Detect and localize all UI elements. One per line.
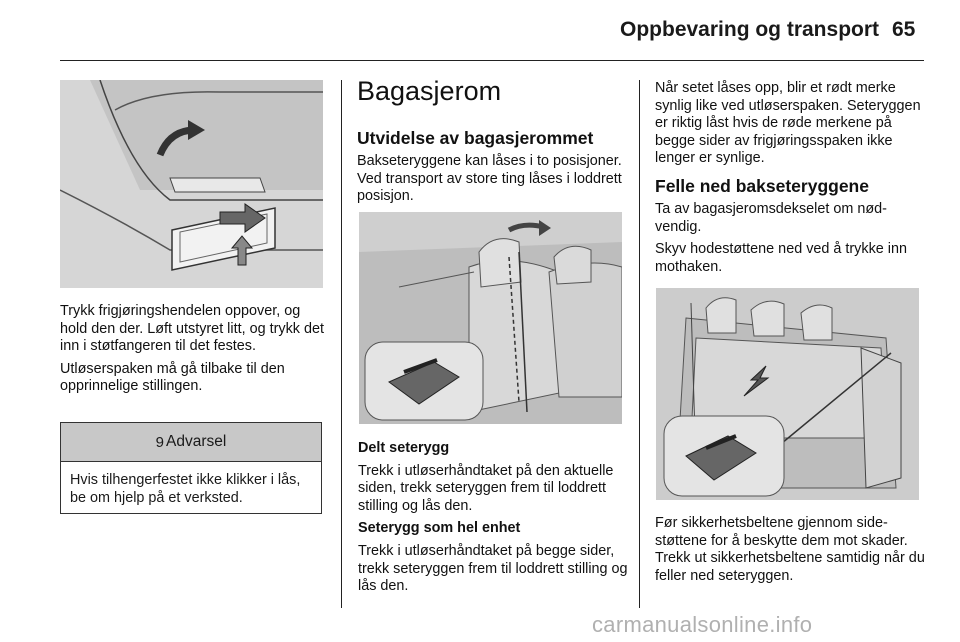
header-divider	[60, 60, 924, 61]
subsection-heading: Utvidelse av bagasjerommet	[357, 128, 594, 148]
col2-paragraph-split: Trekk i utløserhåndtaket på den aktuelle siden, trekk seteryggen frem til loddrett stilling og lås den.	[358, 462, 614, 514]
subheading-whole-backrest: Seterygg som hel enhet	[358, 520, 521, 537]
subheading-split-backrest: Delt seterygg	[358, 440, 450, 456]
warning-icon: 9	[155, 433, 165, 451]
col1-text	[60, 303, 325, 401]
column-divider-right	[639, 80, 640, 608]
page-number: 65	[892, 18, 916, 41]
warning-header	[61, 423, 321, 462]
section-heading: Bagasjerom	[357, 76, 502, 106]
col3-paragraph-3: Skyv hodestøttene ned ved å trykke inn mothaken.	[655, 241, 907, 275]
col2-intro-block	[357, 128, 625, 211]
col3-top	[655, 80, 927, 281]
col3-paragraph-4: Før sikkerhetsbeltene gjennom sidestøttene for å beskytte dem mot skader. Trekk ut sikkerhetsbeltene samtidig når du feller ned seteryggen.	[655, 515, 925, 584]
col2-paragraph-whole: Trekk i utløserhåndtaket på begge sider, trekk seteryggen frem til loddrett stilling og lås den.	[358, 542, 628, 595]
warning-text: Hvis tilhengerfestet ikke klikker i lås, be om hjelp på et verksted.	[70, 472, 301, 506]
illustration-trailer-hitch	[60, 80, 323, 288]
page-header-title: Oppbevaring og transport	[620, 18, 880, 41]
watermark: carmanualsonline.info	[592, 612, 813, 637]
col2-intro: Bakseteryggene kan låses i to posisjoner. Ved transport av store ting låses i loddrett posisjon.	[357, 153, 622, 205]
column-divider-left	[341, 80, 342, 608]
illustration-split-seatback	[359, 212, 622, 424]
warning-box	[60, 422, 322, 514]
col3-paragraph-1: Når setet låses opp, blir et rødt merke synlig like ved utløserspaken. Seteryggen er riktig låst hvis de røde merkene på begge sider av frigjøringsspaken ikke lenger er synlige.	[655, 80, 921, 167]
col3-paragraph-2: Ta av bagasjeromsdekselet om nødvendig.	[655, 200, 887, 235]
col1-paragraph-2: Utløserspaken må gå tilbake til den opprinnelige stillingen.	[60, 360, 285, 395]
illustration-fold-seatbacks	[656, 288, 919, 500]
warning-title: Advarsel	[166, 433, 227, 450]
col3-bottom	[655, 515, 927, 590]
fold-down-heading: Felle ned bakseteryggene	[655, 175, 869, 196]
col2-body	[358, 440, 628, 601]
col1-paragraph-1: Trykk frigjøringshendelen oppover, og hold den der. Løft utstyret litt, og trykk det inn i støtfangeren til det festes.	[60, 303, 324, 355]
